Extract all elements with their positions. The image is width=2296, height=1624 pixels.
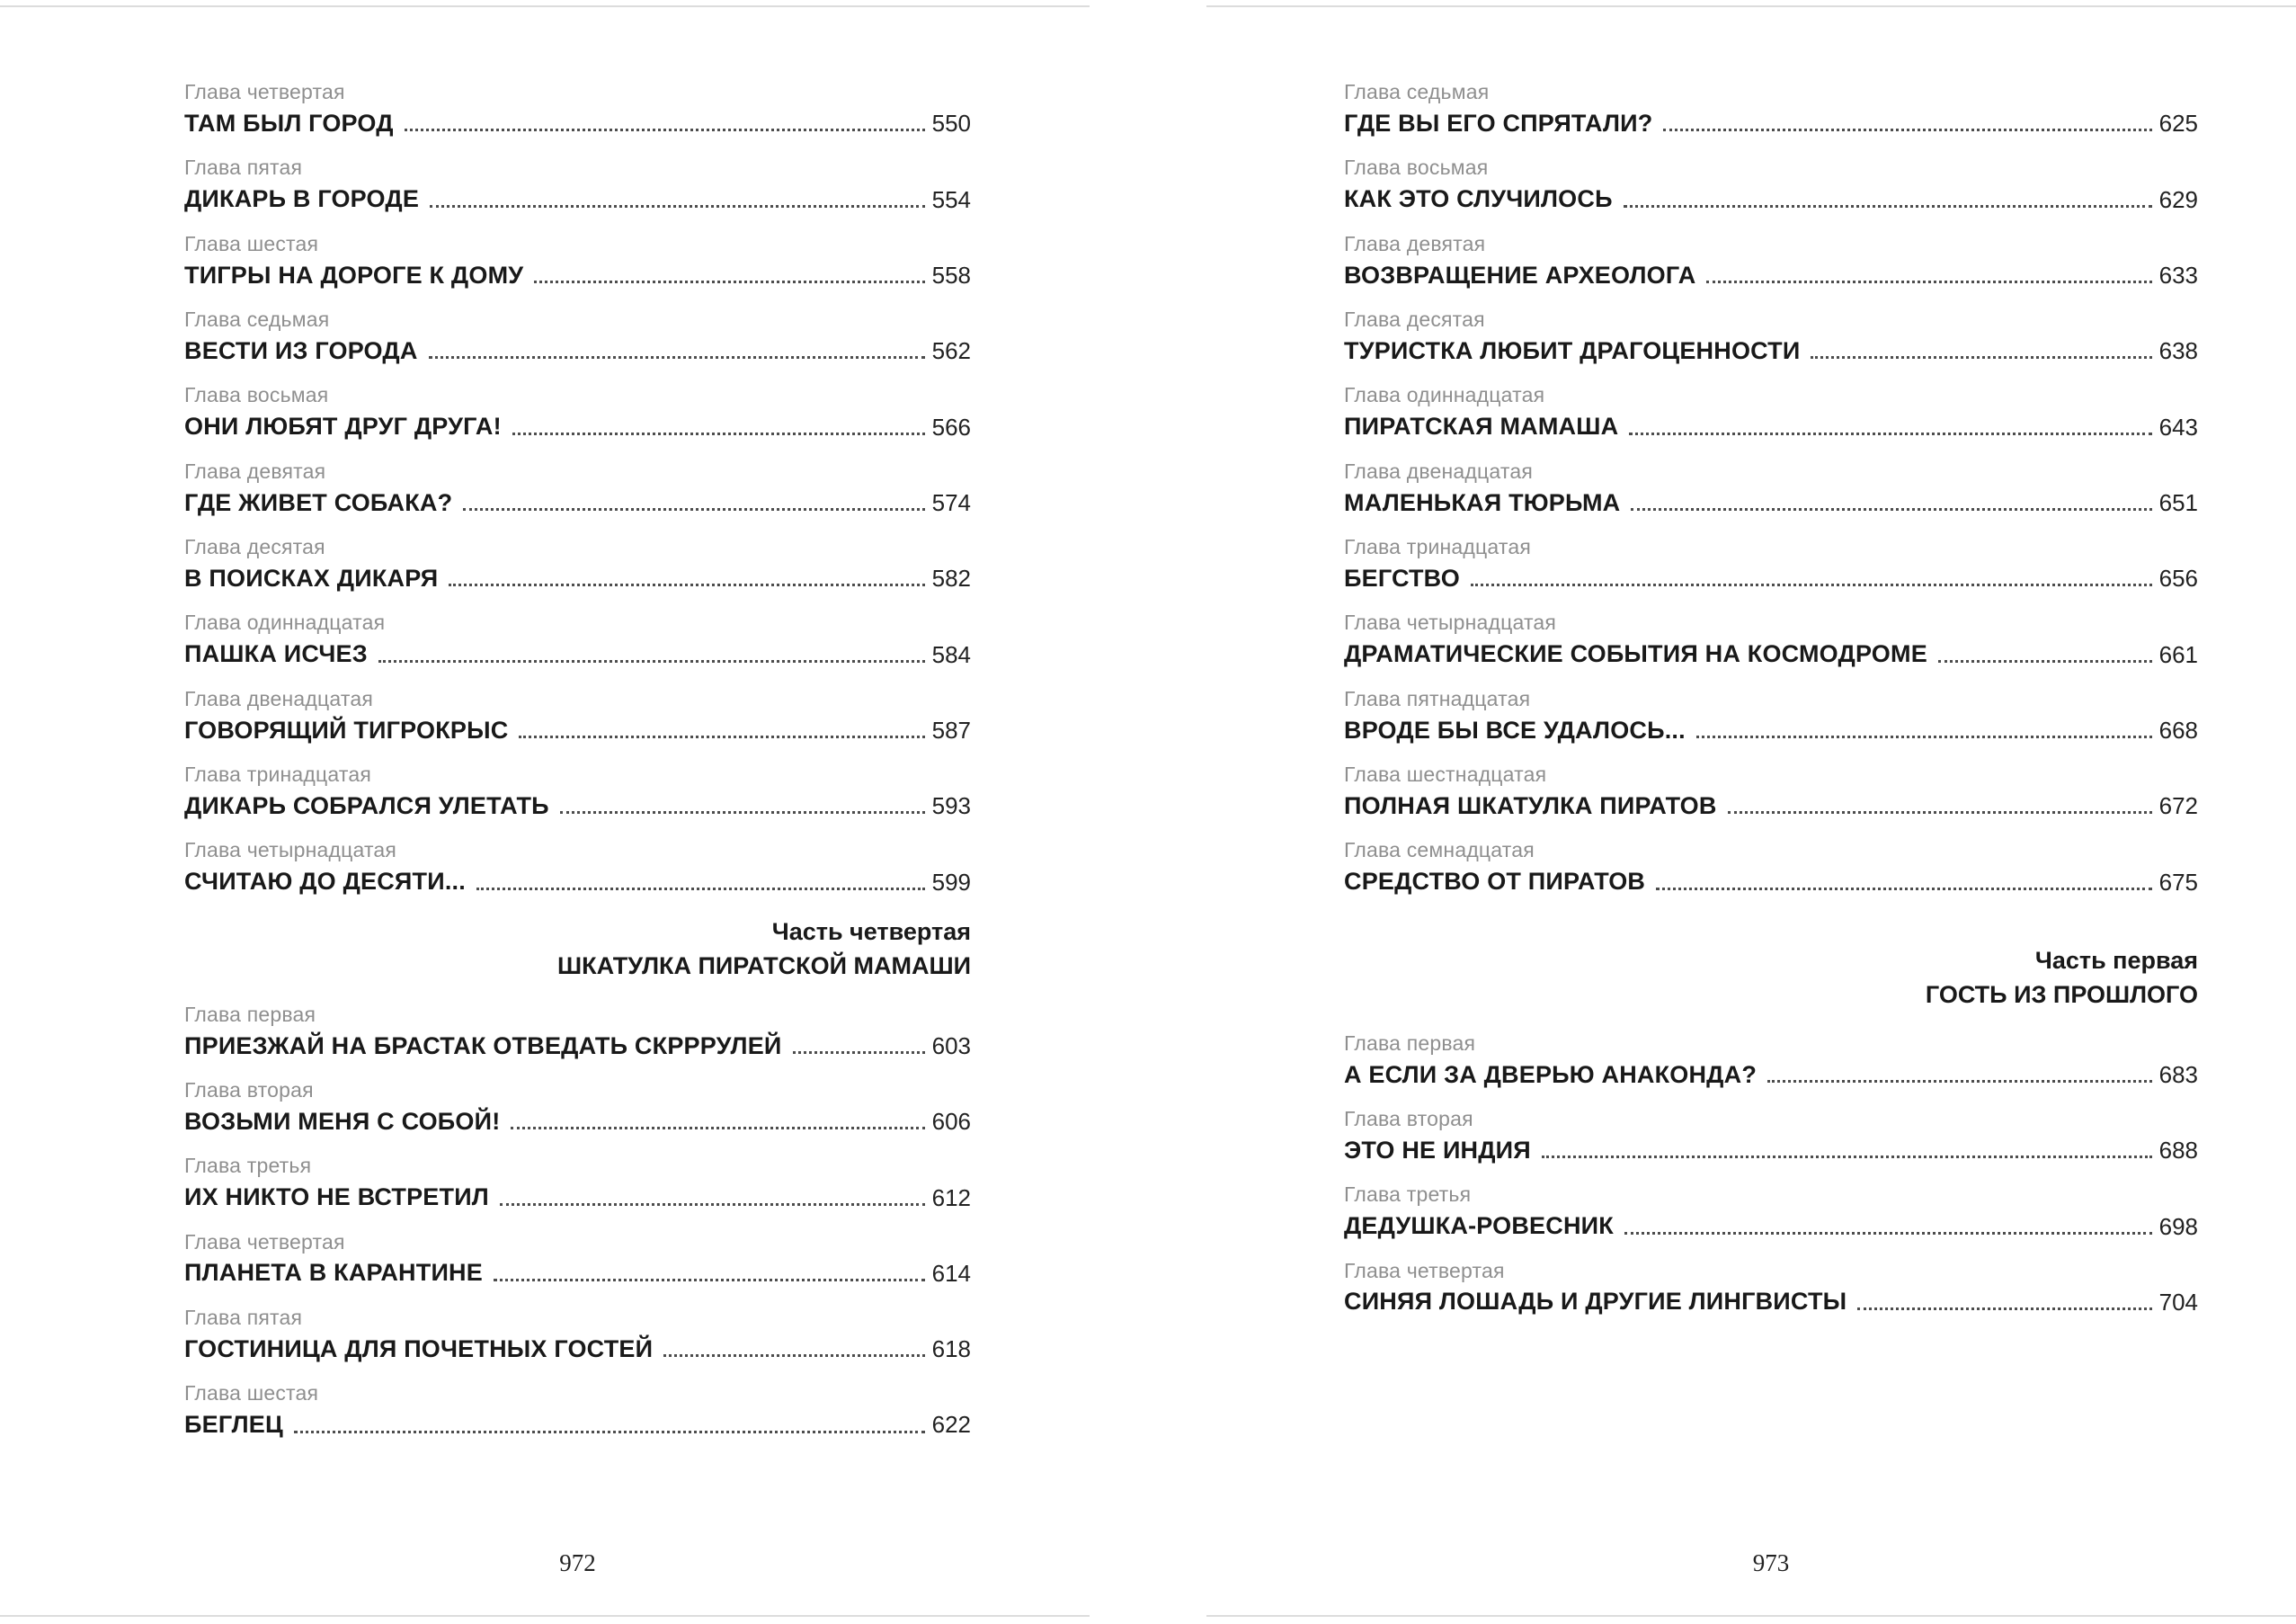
leader-dots bbox=[1663, 129, 2151, 131]
toc-entry-title: ДИКАРЬ СОБРАЛСЯ УЛЕТАТЬ bbox=[184, 791, 549, 819]
chapter-label: Глава тринадцатая bbox=[1344, 534, 1531, 558]
toc-title-row bbox=[1344, 1209, 2198, 1242]
leader-dots bbox=[500, 1203, 925, 1206]
toc-entry-page-number: 638 bbox=[2158, 337, 2198, 365]
leader-dots bbox=[663, 1354, 924, 1357]
toc-title-row bbox=[184, 714, 971, 746]
toc-entry-title: БЕГЛЕЦ bbox=[184, 1411, 283, 1439]
toc-entry bbox=[1344, 231, 2198, 291]
toc-title-row bbox=[1344, 562, 2198, 594]
toc-entry-title: СИНЯЯ ЛОШАДЬ И ДРУГИЕ ЛИНГВИСТЫ bbox=[1344, 1288, 1847, 1316]
toc-title-row bbox=[1344, 638, 2198, 670]
toc-entry bbox=[184, 79, 971, 139]
toc-title-row bbox=[1344, 1134, 2198, 1166]
toc-title-row bbox=[184, 1408, 971, 1441]
toc-entry bbox=[1344, 1106, 2198, 1166]
folio-right: 973 bbox=[1752, 1549, 1790, 1576]
part-heading bbox=[184, 918, 971, 980]
toc-title-row bbox=[184, 1256, 971, 1289]
toc-entry-title: ДИКАРЬ В ГОРОДЕ bbox=[184, 185, 420, 213]
toc-title-row bbox=[184, 1333, 971, 1365]
leader-dots bbox=[476, 888, 925, 890]
leader-dots bbox=[512, 433, 925, 435]
toc-title-row bbox=[1344, 1285, 2198, 1317]
chapter-label: Глава седьмая bbox=[1344, 80, 1490, 103]
chapter-label: Глава четвертая bbox=[184, 80, 345, 103]
toc-entry-title: МАЛЕНЬКАЯ ТЮРЬМА bbox=[1344, 488, 1621, 516]
toc-entry-page-number: 643 bbox=[2158, 413, 2198, 441]
toc-entry-page-number: 633 bbox=[2158, 261, 2198, 289]
chapter-label: Глава десятая bbox=[1344, 307, 1485, 331]
leader-dots bbox=[429, 356, 925, 359]
chapter-label: Глава вторая bbox=[184, 1077, 314, 1102]
toc-title-row bbox=[184, 1030, 971, 1062]
leader-dots bbox=[1471, 584, 2152, 586]
toc-entry-page-number: 618 bbox=[931, 1335, 971, 1363]
toc-entry-page-number: 599 bbox=[931, 868, 971, 896]
toc-entry-title: ПРИЕЗЖАЙ НА БРАСТАК ОТВЕДАТЬ СКРРРУЛЕЙ bbox=[184, 1031, 782, 1059]
toc-entry-title: ПЛАНЕТА В КАРАНТИНЕ bbox=[184, 1259, 483, 1287]
toc-entry-title: ТИГРЫ НА ДОРОГЕ К ДОМУ bbox=[184, 261, 524, 289]
leader-dots bbox=[294, 1431, 925, 1433]
toc-entry bbox=[184, 1305, 971, 1365]
part-label: Часть первая bbox=[2034, 946, 2198, 974]
chapter-label: Глава вторая bbox=[1344, 1106, 1473, 1130]
chapter-label: Глава первая bbox=[184, 1002, 316, 1026]
leader-dots bbox=[793, 1051, 925, 1054]
toc-title-row bbox=[1344, 865, 2198, 897]
toc-entry-title: ИХ НИКТО НЕ ВСТРЕТИЛ bbox=[184, 1183, 489, 1211]
leader-dots bbox=[1624, 205, 2152, 208]
toc-entry bbox=[184, 1002, 971, 1062]
toc-title-row bbox=[184, 107, 971, 139]
chapter-label: Глава пятая bbox=[184, 1305, 303, 1329]
toc-entry-title: ВЕСТИ ИЗ ГОРОДА bbox=[184, 336, 418, 364]
toc-entry-title: КАК ЭТО СЛУЧИЛОСЬ bbox=[1344, 185, 1613, 213]
chapter-label: Глава одиннадцатая bbox=[1344, 383, 1545, 407]
toc-column-left bbox=[184, 79, 971, 1457]
toc-title-row bbox=[184, 790, 971, 822]
toc-entry-page-number: 558 bbox=[931, 261, 971, 289]
toc-entry bbox=[184, 762, 971, 822]
toc-entry-page-number: 625 bbox=[2158, 110, 2198, 138]
toc-entry bbox=[184, 1153, 971, 1213]
leader-dots bbox=[1767, 1080, 2152, 1083]
leader-dots bbox=[1631, 508, 2151, 511]
toc-entry-title: ПАШКА ИСЧЕЗ bbox=[184, 640, 368, 668]
chapter-label: Глава шестая bbox=[184, 231, 319, 255]
leader-dots bbox=[1656, 888, 2151, 890]
toc-entry-page-number: 688 bbox=[2158, 1137, 2198, 1164]
toc-entry bbox=[1344, 686, 2198, 746]
toc-entry-page-number: 612 bbox=[931, 1183, 971, 1211]
leader-dots bbox=[1629, 433, 2151, 435]
toc-title-row bbox=[1344, 1058, 2198, 1091]
leader-dots bbox=[560, 811, 925, 814]
toc-entry bbox=[1344, 534, 2198, 594]
toc-entry-title: СЧИТАЮ ДО ДЕСЯТИ... bbox=[184, 868, 466, 896]
toc-entry-page-number: 683 bbox=[2158, 1060, 2198, 1088]
part-title: ШКАТУЛКА ПИРАТСКОЙ МАМАШИ bbox=[557, 951, 971, 979]
toc-title-row bbox=[184, 335, 971, 367]
toc-entry-page-number: 661 bbox=[2158, 640, 2198, 668]
page-edge-line-bottom-left bbox=[0, 1615, 1090, 1617]
toc-entry-title: ПИРАТСКАЯ МАМАША bbox=[1344, 413, 1619, 441]
toc-entry-page-number: 554 bbox=[931, 185, 971, 213]
toc-entry bbox=[184, 231, 971, 291]
toc-entry bbox=[184, 1380, 971, 1441]
toc-entry-page-number: 582 bbox=[931, 565, 971, 593]
leader-dots bbox=[430, 205, 925, 208]
toc-entry bbox=[1344, 1258, 2198, 1318]
part-title: ГОСТЬ ИЗ ПРОШЛОГО bbox=[1925, 980, 2198, 1008]
toc-entry-page-number: 614 bbox=[931, 1259, 971, 1287]
folio-left: 972 bbox=[559, 1549, 596, 1576]
chapter-label: Глава одиннадцатая bbox=[184, 611, 386, 635]
toc-entry bbox=[184, 1229, 971, 1289]
toc-title-row bbox=[1344, 790, 2198, 822]
chapter-label: Глава шестнадцатая bbox=[1344, 762, 1547, 786]
chapter-label: Глава четырнадцатая bbox=[1344, 611, 1557, 635]
toc-entry-page-number: 574 bbox=[931, 488, 971, 516]
leader-dots bbox=[1811, 356, 2151, 359]
toc-entry-title: ВРОДЕ БЫ ВСЕ УДАЛОСЬ... bbox=[1344, 716, 1686, 744]
toc-entry-page-number: 622 bbox=[931, 1411, 971, 1439]
toc-entry bbox=[184, 534, 971, 594]
page-edge-line-top-right bbox=[1206, 5, 2296, 7]
toc-entry-title: ОНИ ЛЮБЯТ ДРУГ ДРУГА! bbox=[184, 413, 502, 441]
toc-entry-page-number: 603 bbox=[931, 1031, 971, 1059]
chapter-label: Глава первая bbox=[1344, 1031, 1476, 1055]
toc-entry-title: ДЕДУШКА-РОВЕСНИК bbox=[1344, 1212, 1614, 1240]
toc-entry-page-number: 704 bbox=[2158, 1288, 2198, 1316]
toc-entry-page-number: 672 bbox=[2158, 792, 2198, 820]
chapter-label: Глава четырнадцатая bbox=[184, 838, 397, 862]
toc-column-right bbox=[1344, 79, 2198, 1334]
toc-entry-title: А ЕСЛИ ЗА ДВЕРЬЮ АНАКОНДА? bbox=[1344, 1060, 1758, 1088]
toc-title-row bbox=[184, 486, 971, 519]
chapter-label: Глава восьмая bbox=[184, 383, 329, 407]
toc-entry bbox=[1344, 155, 2198, 215]
toc-entry bbox=[1344, 610, 2198, 670]
toc-title-row bbox=[1344, 335, 2198, 367]
leader-dots bbox=[534, 281, 924, 283]
toc-entry-title: В ПОИСКАХ ДИКАРЯ bbox=[184, 564, 439, 592]
toc-entry-page-number: 656 bbox=[2158, 565, 2198, 593]
leader-dots bbox=[378, 660, 925, 663]
leader-dots bbox=[511, 1127, 924, 1129]
toc-title-row bbox=[184, 259, 971, 291]
toc-title-row bbox=[184, 410, 971, 442]
chapter-label: Глава десятая bbox=[184, 534, 325, 558]
toc-title-row bbox=[1344, 259, 2198, 291]
toc-entry-title: ВОЗЬМИ МЕНЯ С СОБОЙ! bbox=[184, 1107, 501, 1135]
toc-entry-title: ГДЕ ЖИВЕТ СОБАКА? bbox=[184, 488, 453, 516]
toc-entry-page-number: 668 bbox=[2158, 716, 2198, 744]
toc-title-row bbox=[1344, 714, 2198, 746]
chapter-label: Глава четвертая bbox=[184, 1229, 345, 1254]
part-label: Часть четвертая bbox=[771, 917, 971, 945]
toc-title-row bbox=[184, 183, 971, 215]
toc-entry bbox=[184, 1077, 971, 1138]
toc-entry bbox=[184, 610, 971, 670]
toc-title-row bbox=[1344, 486, 2198, 519]
leader-dots bbox=[494, 1279, 925, 1281]
chapter-label: Глава пятая bbox=[184, 156, 303, 180]
toc-entry-title: ГОСТИНИЦА ДЛЯ ПОЧЕТНЫХ ГОСТЕЙ bbox=[184, 1334, 654, 1362]
toc-entry-title: ТАМ БЫЛ ГОРОД bbox=[184, 109, 394, 137]
leader-dots bbox=[1624, 1232, 2152, 1235]
chapter-label: Глава тринадцатая bbox=[184, 762, 371, 786]
toc-title-row bbox=[184, 1105, 971, 1138]
toc-entry bbox=[184, 459, 971, 519]
leader-dots bbox=[405, 129, 925, 131]
toc-entry-page-number: 629 bbox=[2158, 185, 2198, 213]
chapter-label: Глава пятнадцатая bbox=[1344, 686, 1531, 710]
part-heading bbox=[1344, 947, 2198, 1009]
toc-entry-title: ВОЗВРАЩЕНИЕ АРХЕОЛОГА bbox=[1344, 261, 1696, 289]
toc-entry bbox=[184, 837, 971, 897]
page-edge-line-top-left bbox=[0, 5, 1090, 7]
leader-dots bbox=[1542, 1156, 2152, 1158]
toc-entry bbox=[1344, 459, 2198, 519]
toc-entry bbox=[184, 307, 971, 367]
toc-entry-page-number: 698 bbox=[2158, 1212, 2198, 1240]
chapter-label: Глава двенадцатая bbox=[1344, 459, 1533, 483]
toc-entry-title: БЕГСТВО bbox=[1344, 564, 1460, 592]
toc-entry bbox=[1344, 79, 2198, 139]
leader-dots bbox=[1706, 281, 2151, 283]
leader-dots bbox=[1728, 811, 2152, 814]
toc-entry-page-number: 562 bbox=[931, 337, 971, 365]
toc-entry-title: ЭТО НЕ ИНДИЯ bbox=[1344, 1136, 1531, 1164]
page-edge-line-bottom-right bbox=[1206, 1615, 2296, 1617]
toc-entry-page-number: 566 bbox=[931, 413, 971, 441]
toc-entry-title: ТУРИСТКА ЛЮБИТ ДРАГОЦЕННОСТИ bbox=[1344, 336, 1801, 364]
chapter-label: Глава третья bbox=[1344, 1182, 1472, 1207]
chapter-label: Глава четвертая bbox=[1344, 1258, 1505, 1282]
toc-title-row bbox=[1344, 410, 2198, 442]
chapter-label: Глава девятая bbox=[184, 459, 326, 483]
toc-entry-page-number: 606 bbox=[931, 1108, 971, 1136]
toc-title-row bbox=[1344, 183, 2198, 215]
chapter-label: Глава шестая bbox=[184, 1381, 319, 1405]
toc-title-row bbox=[184, 562, 971, 594]
chapter-label: Глава третья bbox=[184, 1154, 312, 1178]
toc-entry bbox=[1344, 837, 2198, 897]
toc-entry bbox=[1344, 307, 2198, 367]
toc-title-row bbox=[184, 865, 971, 897]
toc-entry bbox=[184, 686, 971, 746]
toc-entry-title: ГДЕ ВЫ ЕГО СПРЯТАЛИ? bbox=[1344, 109, 1653, 137]
toc-entry-page-number: 651 bbox=[2158, 488, 2198, 516]
toc-title-row bbox=[184, 638, 971, 670]
chapter-label: Глава восьмая bbox=[1344, 156, 1489, 180]
toc-entry bbox=[1344, 382, 2198, 442]
toc-entry-page-number: 584 bbox=[931, 640, 971, 668]
leader-dots bbox=[1857, 1307, 2151, 1310]
toc-entry bbox=[1344, 762, 2198, 822]
toc-entry-page-number: 675 bbox=[2158, 868, 2198, 896]
toc-title-row bbox=[1344, 107, 2198, 139]
chapter-label: Глава двенадцатая bbox=[184, 686, 373, 710]
toc-title-row bbox=[184, 1181, 971, 1213]
toc-entry-title: ДРАМАТИЧЕСКИЕ СОБЫТИЯ НА КОСМОДРОМЕ bbox=[1344, 640, 1927, 668]
toc-entry-page-number: 587 bbox=[931, 716, 971, 744]
toc-entry bbox=[1344, 1031, 2198, 1091]
toc-entry bbox=[184, 155, 971, 215]
toc-entry bbox=[1344, 1182, 2198, 1242]
chapter-label: Глава семнадцатая bbox=[1344, 838, 1535, 862]
chapter-label: Глава девятая bbox=[1344, 231, 1486, 255]
toc-entry bbox=[184, 382, 971, 442]
chapter-label: Глава седьмая bbox=[184, 307, 330, 331]
leader-dots bbox=[1938, 660, 2152, 663]
leader-dots bbox=[1696, 736, 2152, 738]
leader-dots bbox=[519, 736, 924, 738]
toc-entry-title: СРЕДСТВО ОТ ПИРАТОВ bbox=[1344, 868, 1646, 896]
leader-dots bbox=[449, 584, 924, 586]
toc-entry-title: ГОВОРЯЩИЙ ТИГРОКРЫС bbox=[184, 716, 509, 744]
toc-entry-page-number: 550 bbox=[931, 110, 971, 138]
leader-dots bbox=[463, 508, 924, 511]
toc-entry-title: ПОЛНАЯ ШКАТУЛКА ПИРАТОВ bbox=[1344, 791, 1717, 819]
toc-entry-page-number: 593 bbox=[931, 792, 971, 820]
